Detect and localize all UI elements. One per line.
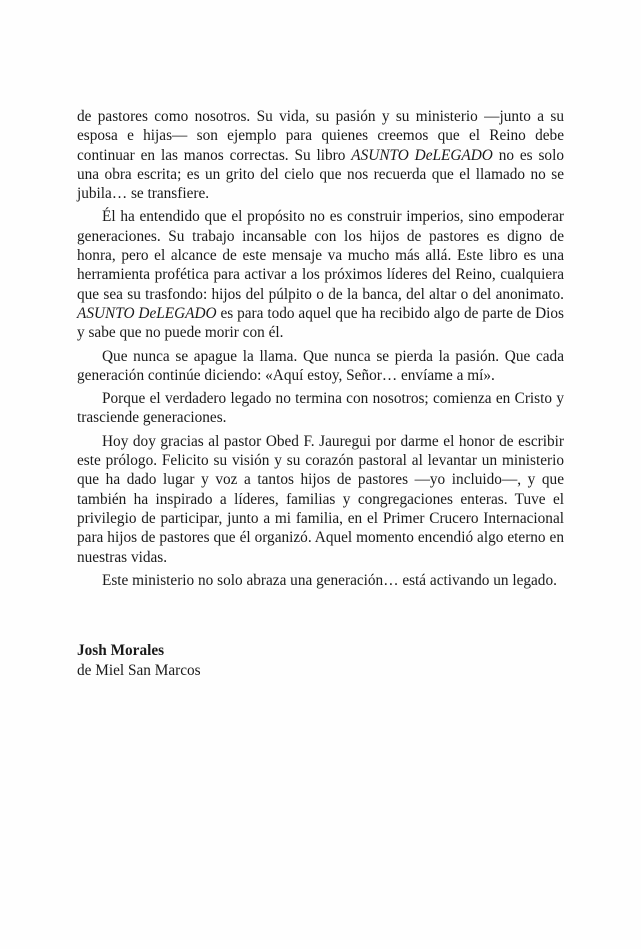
signature-name: Josh Morales (77, 642, 165, 659)
paragraph-1-text-a: de pastores como nosotros. Su vida, su pasión y su ministerio —junto a su esposa e hijas— son ejemplo para quienes creemos que el Reino debe continuar en las manos correctas. Su libro (77, 108, 564, 164)
paragraph-2-text-a: Él ha entendido que el propósito no es construir imperios, sino empoderar generaciones. Su trabajo incansable con los hijos de pastores es digno de honra, pero el alcance de este mensaje va mucho más allá. Este libro es una herramienta profética para activar a los próximos líderes del Reino, cualquiera que sea su trasfondo: hijos del púlpito o de la banca, del altar o del anonimato. (77, 208, 564, 303)
paragraph-4: Porque el verdadero legado no termina con nosotros; comienza en Cristo y trasciende generaciones. (77, 390, 564, 427)
paragraph-2 (77, 207, 564, 342)
paragraph-1 (77, 107, 564, 203)
paragraph-2-text-b: es para todo aquel que ha recibido algo de parte de Dios y sabe que no puede morir con él. (77, 304, 564, 342)
paragraph-3: Que nunca se apague la llama. Que nunca se pierda la pasión. Que cada generación continúe diciendo: «Aquí estoy, Señor… envíame a mí». (77, 347, 564, 384)
book-title: ASUNTO DeLEGADO (351, 146, 493, 164)
book-title: ASUNTO DeLEGADO (77, 304, 217, 322)
paragraph-5: Hoy doy gracias al pastor Obed F. Jauregui por darme el honor de escribir este prólogo. Felicito su visión y su corazón pastoral al levantar un ministerio que ha dado lugar y voz a tantos hijos de pastores —yo incluido—, y que también ha inspirado a líderes, familias y congregaciones enteras. Tuve el privilegio de participar, junto a mi familia, en el Primer Crucero Internacional para hijos de pastores que él organizó. Aquel momento encendió algo eterno en nuestras vidas. (77, 432, 564, 566)
signature (77, 641, 201, 681)
body-text (77, 107, 564, 594)
paragraph-1-text-b: no es solo una obra escrita; es un grito del cielo que nos recuerda que el llamado no se jubila… se transfiere. (77, 146, 564, 203)
paragraph-6: Este ministerio no solo abraza una generación… está activando un legado. (102, 571, 557, 589)
signature-org: de Miel San Marcos (77, 662, 201, 679)
